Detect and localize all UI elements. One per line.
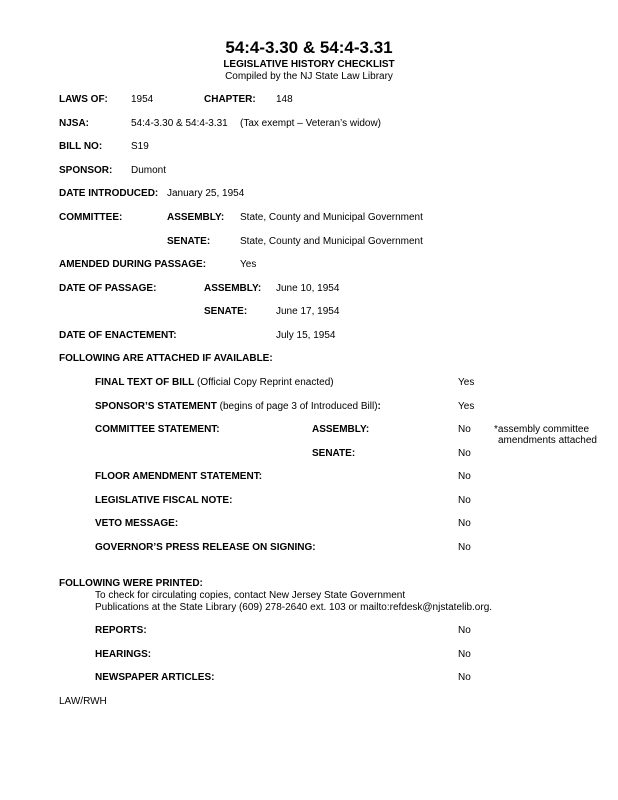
- date-of-enactment-label: DATE OF ENACTEMENT:: [59, 330, 177, 341]
- amended-value: Yes: [240, 259, 257, 270]
- amended-label: AMENDED DURING PASSAGE:: [59, 259, 207, 270]
- floor-amendment-value: No: [458, 471, 471, 482]
- sponsor-statement-row: [95, 401, 381, 413]
- sponsor-statement-note: (begins of page 3 of Introduced Bill): [219, 401, 378, 412]
- committee-assembly-label: ASSEMBLY:: [167, 212, 225, 223]
- printed-line-2: Publications at the State Library (609) 278-2640 ext. 103 or mailto:refdesk@njstatelib.org.: [95, 602, 493, 613]
- hearings-label: HEARINGS:: [95, 649, 152, 660]
- bill-no-label: BILL NO:: [59, 141, 103, 152]
- njsa-note: (Tax exempt – Veteran’s widow): [240, 118, 381, 129]
- hearings-value: No: [458, 649, 471, 660]
- press-release-label: GOVERNOR’S PRESS RELEASE ON SIGNING:: [95, 542, 316, 553]
- chapter-label: CHAPTER:: [204, 94, 256, 105]
- checklist-subtitle: LEGISLATIVE HISTORY CHECKLIST: [223, 59, 395, 70]
- attached-heading: FOLLOWING ARE ATTACHED IF AVAILABLE:: [59, 353, 273, 364]
- committee-statement-senate-value: No: [458, 448, 471, 459]
- sponsor-label: SPONSOR:: [59, 165, 113, 176]
- floor-amendment-label: FLOOR AMENDMENT STATEMENT:: [95, 471, 263, 482]
- committee-senate-value: State, County and Municipal Government: [240, 236, 423, 247]
- njsa-label: NJSA:: [59, 118, 90, 129]
- final-text-label: FINAL TEXT OF BILL: [95, 377, 195, 388]
- passage-assembly-value: June 10, 1954: [276, 283, 340, 294]
- footer-initials: LAW/RWH: [59, 696, 107, 707]
- bill-no-value: S19: [131, 141, 149, 152]
- passage-senate-value: June 17, 1954: [276, 306, 340, 317]
- date-of-passage-label: DATE OF PASSAGE:: [59, 283, 157, 294]
- final-text-value: Yes: [458, 377, 475, 388]
- newspaper-articles-value: No: [458, 672, 471, 683]
- date-of-enactment-value: July 15, 1954: [276, 330, 336, 341]
- sponsor-value: Dumont: [131, 165, 167, 176]
- reports-label: REPORTS:: [95, 625, 147, 636]
- veto-message-label: VETO MESSAGE:: [95, 518, 179, 529]
- committee-label: COMMITTEE:: [59, 212, 123, 223]
- committee-assembly-note-2: amendments attached: [498, 435, 597, 446]
- laws-of-value: 1954: [131, 94, 154, 105]
- date-introduced-label: DATE INTRODUCED:: [59, 188, 159, 199]
- chapter-value: 148: [276, 94, 293, 105]
- committee-statement-label: COMMITTEE STATEMENT:: [95, 424, 220, 435]
- veto-message-value: No: [458, 518, 471, 529]
- date-introduced-value: January 25, 1954: [167, 188, 245, 199]
- final-text-row: [95, 377, 334, 389]
- printed-line-1: To check for circulating copies, contact New Jersey State Government: [95, 590, 406, 601]
- passage-senate-label: SENATE:: [204, 306, 248, 317]
- sponsor-statement-colon: :: [377, 401, 381, 412]
- final-text-note: (Official Copy Reprint enacted): [197, 377, 334, 388]
- fiscal-note-label: LEGISLATIVE FISCAL NOTE:: [95, 495, 233, 506]
- compiled-by: Compiled by the NJ State Law Library: [225, 71, 393, 82]
- sponsor-statement-value: Yes: [458, 401, 475, 412]
- committee-assembly-value: State, County and Municipal Government: [240, 212, 423, 223]
- reports-value: No: [458, 625, 471, 636]
- newspaper-articles-label: NEWSPAPER ARTICLES:: [95, 672, 215, 683]
- njsa-value: 54:4-3.30 & 54:4-3.31: [131, 118, 228, 129]
- committee-assembly-note-1: *assembly committee: [494, 424, 590, 435]
- press-release-value: No: [458, 542, 471, 553]
- committee-statement-assembly-value: No: [458, 424, 471, 435]
- sponsor-statement-label: SPONSOR’S STATEMENT: [95, 401, 217, 412]
- committee-statement-assembly-label: ASSEMBLY:: [312, 424, 370, 435]
- page-title: 54:4-3.30 & 54:4-3.31: [225, 38, 393, 57]
- fiscal-note-value: No: [458, 495, 471, 506]
- committee-senate-label: SENATE:: [167, 236, 211, 247]
- passage-assembly-label: ASSEMBLY:: [204, 283, 262, 294]
- printed-heading: FOLLOWING WERE PRINTED:: [59, 578, 203, 589]
- committee-statement-senate-label: SENATE:: [312, 448, 356, 459]
- laws-of-label: LAWS OF:: [59, 94, 108, 105]
